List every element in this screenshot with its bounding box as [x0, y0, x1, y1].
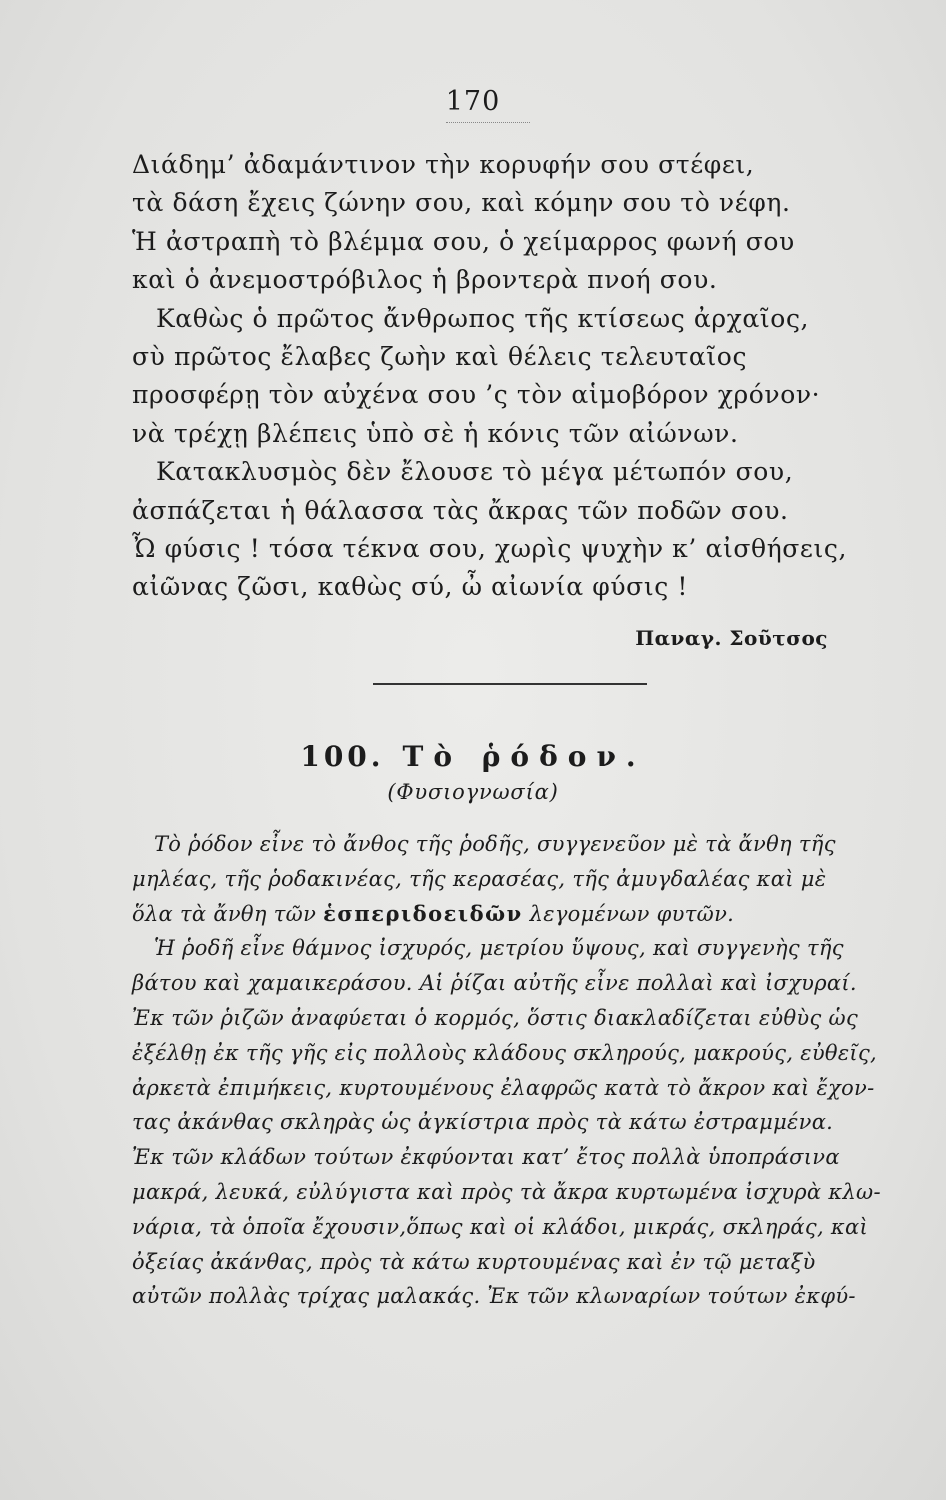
prose-line-text: βάτου καὶ χαμαικεράσου. Αἱ ῥίζαι αὐτῆς εἶνε πολλαὶ καὶ ἰσχυραί. — [132, 971, 857, 996]
poem — [132, 146, 848, 607]
poem-line: νὰ τρέχῃ βλέπεις ὑπὸ σὲ ἡ κόνις τῶν αἰώνων. — [132, 418, 739, 448]
prose-line-text: Ἐκ τῶν ῥιζῶν ἀναφύεται ὁ κορμός, ὅστις διακλαδίζεται εὐθὺς ὡς — [132, 1005, 859, 1030]
prose-line-text: λεγομένων φυτῶν. — [529, 901, 735, 926]
prose-bold-term: ἑσπεριδοειδῶν — [323, 900, 523, 926]
poem-author: Παναγ. Σοῦτσος — [635, 626, 828, 650]
prose-line — [132, 931, 896, 966]
poem-line: καὶ ὁ ἀνεμοστρόβιλος ἡ βροντερὰ πνοή σου. — [132, 265, 718, 295]
poem-line: τὰ δάση ἔχεις ζώνην σου, καὶ κόμην σου τὸ νέφη. — [132, 188, 791, 218]
prose-line — [132, 1279, 896, 1314]
poem-line: Ὦ φύσις ! τόσα τέκνα σου, χωρὶς ψυχὴν κ’ αἰσθήσεις, — [132, 534, 848, 564]
prose-line-text: αὐτῶν πολλὰς τρίχας μαλακάς. Ἐκ τῶν κλωναρίων τούτων ἐκφύ- — [132, 1284, 856, 1309]
poem-line: Κατακλυσμὸς δὲν ἔλουσε τὸ μέγα μέτωπόν σου, — [156, 457, 794, 487]
poem-line: σὺ πρῶτος ἔλαβες ζωὴν καὶ θέλεις τελευταῖος — [132, 342, 748, 372]
prose-line — [132, 1071, 896, 1106]
poem-line: προσφέρῃ τὸν αὐχένα σου ’ς τὸν αἱμοβόρον χρόνον· — [132, 380, 821, 410]
prose-line — [132, 827, 896, 862]
prose-line — [132, 897, 896, 932]
poem-line: ἀσπάζεται ἡ θάλασσα τὰς ἄκρας τῶν ποδῶν σου. — [132, 495, 789, 525]
poem-line: Καθὼς ὁ πρῶτος ἄνθρωπος τῆς κτίσεως ἀρχαῖος, — [156, 303, 810, 333]
prose-line — [132, 1140, 896, 1175]
prose-line-text: ὅλα τὰ ἄνθη τῶν — [132, 901, 317, 926]
prose-line — [132, 1210, 896, 1245]
poem-line: αἰῶνας ζῶσι, καθὼς σύ, ὦ αἰωνία φύσις ! — [132, 572, 689, 602]
prose-line — [132, 1105, 896, 1140]
prose-line-text: ἐξέλθῃ ἐκ τῆς γῆς εἰς πολλοὺς κλάδους σκληρούς, μακρούς, εὐθεῖς, — [132, 1040, 877, 1065]
page-number-rule — [446, 122, 530, 123]
poem-line: Ἡ ἀστραπὴ τὸ βλέμμα σου, ὁ χείμαρρος φωνή σου — [132, 226, 795, 256]
prose-line-text: Τὸ ῥόδον εἶνε τὸ ἄνθος τῆς ῥοδῆς, συγγενεῦον μὲ τὰ ἄνθη τῆς — [154, 832, 836, 856]
prose-line-text: ὀξείας ἀκάνθας, πρὸς τὰ κάτω κυρτουμένας καὶ ἐν τῷ μεταξὺ — [132, 1249, 816, 1274]
prose-line — [132, 1001, 896, 1036]
prose-line — [132, 1245, 896, 1280]
prose-line-text: μηλέας, τῆς ῥοδακινέας, τῆς κερασέας, τῆς ἀμυγδαλέας καὶ μὲ — [132, 866, 827, 891]
section-title: Τὸ ῥόδον. — [402, 740, 646, 773]
prose-line-text: μακρά, λευκά, εὐλύγιστα καὶ πρὸς τὰ ἄκρα κυρτωμένα ἰσχυρὰ κλω- — [132, 1179, 881, 1204]
page-number: 170 — [445, 86, 501, 117]
section-heading — [0, 740, 946, 773]
prose-line-text: νάρια, τὰ ὁποῖα ἔχουσιν,ὅπως καὶ οἱ κλάδοι, μικράς, σκληράς, καὶ — [132, 1214, 868, 1239]
section-separator — [373, 683, 647, 685]
section-number: 100. — [300, 740, 385, 773]
prose-line-text: ἀρκετὰ ἐπιμήκεις, κυρτουμένους ἐλαφρῶς κατὰ τὸ ἄκρον καὶ ἔχον- — [132, 1075, 875, 1100]
section-subtitle: (Φυσιογνωσία) — [387, 780, 559, 804]
prose-line — [132, 1175, 896, 1210]
prose-line-text: Ἐκ τῶν κλάδων τούτων ἐκφύονται κατ’ ἔτος πολλὰ ὑποπράσινα — [132, 1145, 840, 1170]
prose-body — [132, 827, 896, 1314]
prose-line — [132, 966, 896, 1001]
prose-line-text: τας ἀκάνθας σκληρὰς ὡς ἀγκίστρια πρὸς τὰ κάτω ἐστραμμένα. — [132, 1110, 834, 1135]
prose-line — [132, 1036, 896, 1071]
prose-line-text: Ἡ ῥοδῆ εἶνε θάμνος ἰσχυρός, μετρίου ὕψους, καὶ συγγενὴς τῆς — [154, 936, 844, 961]
poem-line: Διάδημ’ ἀδαμάντινον τὴν κορυφήν σου στέφει, — [132, 150, 755, 179]
prose-line — [132, 862, 896, 897]
